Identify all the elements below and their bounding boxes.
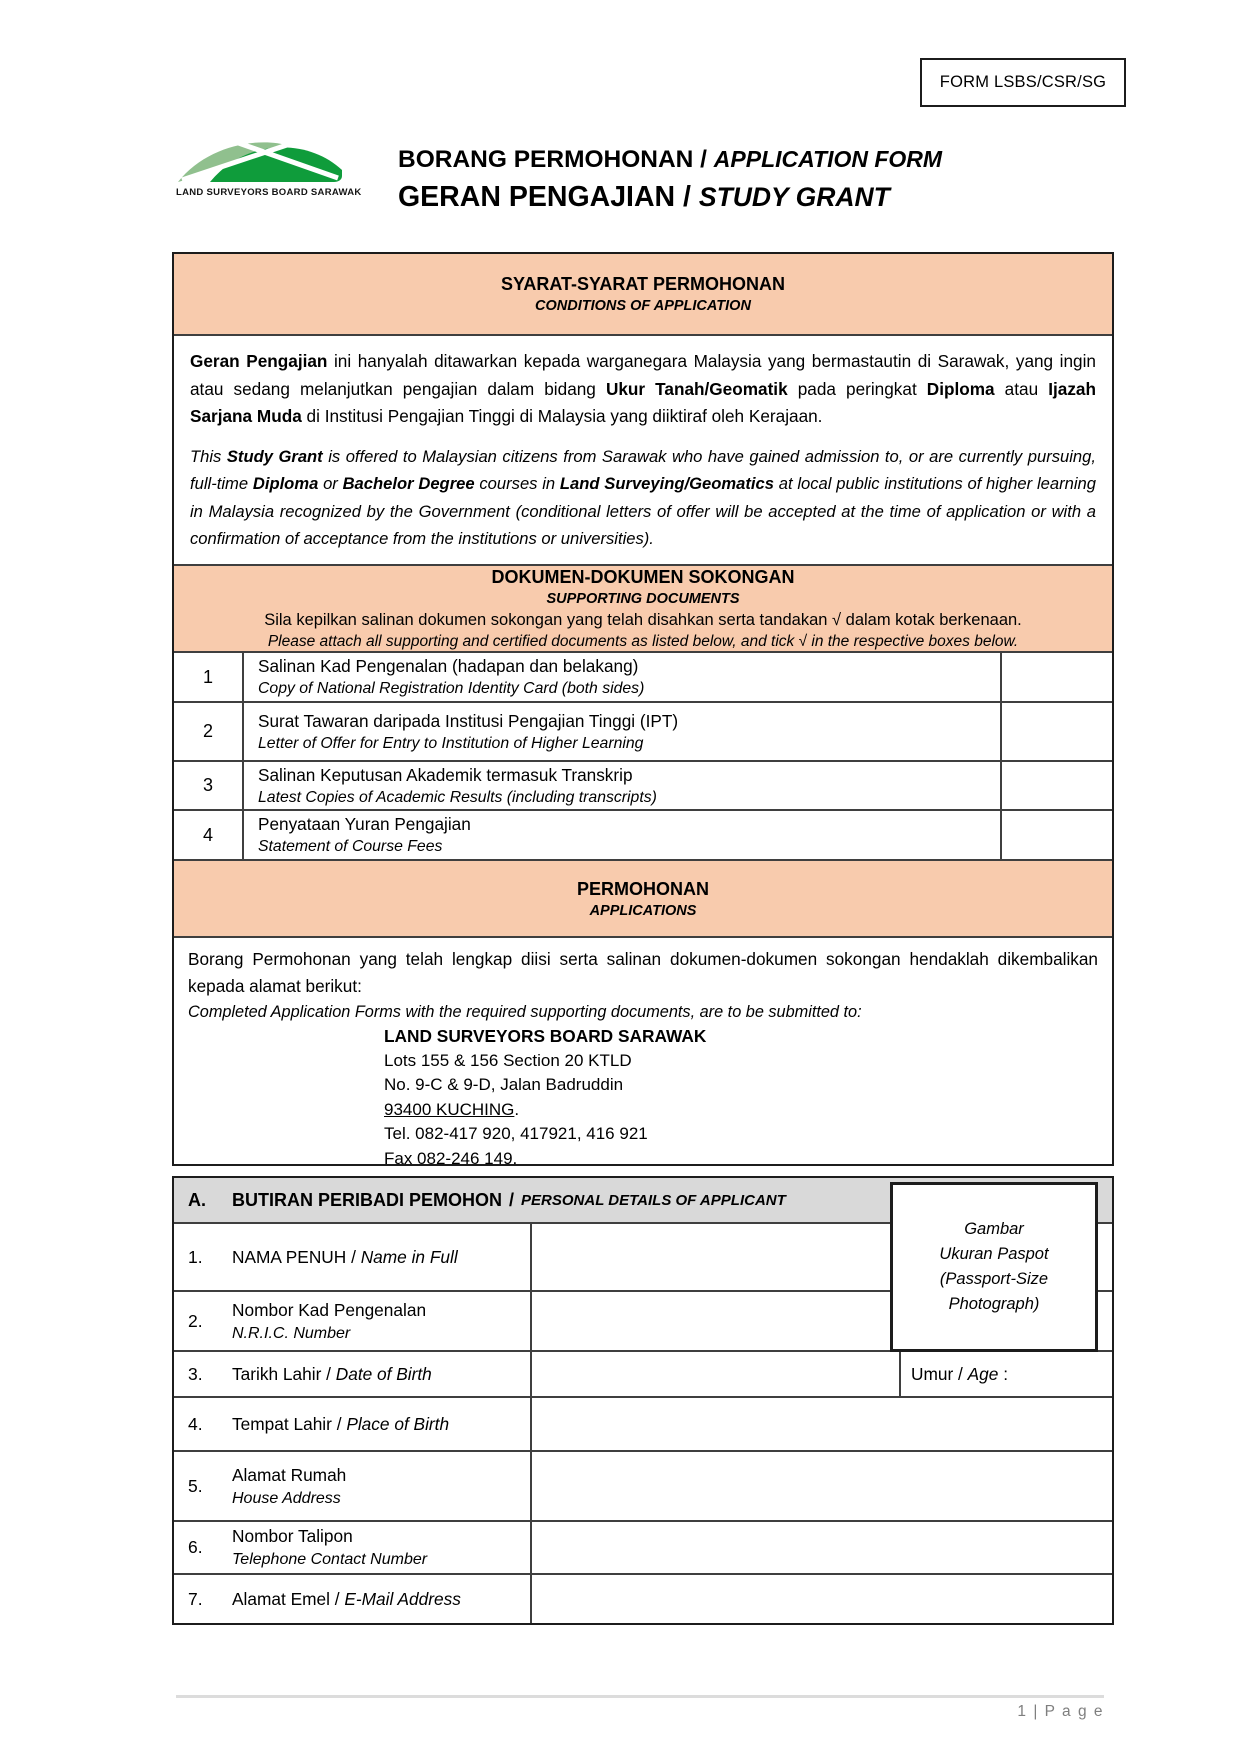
age-field[interactable]	[901, 1352, 1112, 1396]
field-value-cell[interactable]	[532, 1452, 1112, 1520]
section-a	[172, 1176, 1114, 1625]
field-label: 2. Nombor Kad Pengenalan N.R.I.C. Number	[174, 1292, 532, 1350]
title2-malay: GERAN PENGAJIAN	[398, 181, 676, 213]
applications-header-malay: PERMOHONAN	[576, 878, 709, 899]
document-description: Surat Tawaran daripada Institusi Pengajian Tinggi (IPT) Letter of Offer for Entry to Institution of Higher Learning	[258, 710, 679, 752]
applications-paragraph-english: Completed Application Forms with the required supporting documents, are to be submitted to:	[188, 1003, 862, 1021]
address-city: 93400 KUCHING.	[384, 1099, 520, 1119]
conditions-text	[174, 334, 1112, 564]
field-value-cell[interactable]	[532, 1292, 901, 1350]
field-label: 1. NAMA PENUH / Name in Full	[174, 1224, 532, 1290]
lsbs-logo-mark	[176, 136, 344, 184]
title1-english: APPLICATION FORM	[713, 146, 943, 172]
address-line: Lots 155 & 156 Section 20 KTLD	[384, 1050, 632, 1070]
title1-malay: BORANG PERMOHONAN	[398, 146, 694, 173]
applications-header-english: APPLICATIONS	[589, 902, 697, 919]
document-number: 1	[174, 653, 244, 701]
form-title-line1: BORANG PERMOHONAN / APPLICATION FORM	[398, 146, 943, 173]
conditions-paragraph-malay: Geran Pengajian ini hanyalah ditawarkan kepada warganegara Malaysia yang bermastautin di Sarawak, yang ingin atau sedang melanjutkan pengajian dalam bidang Ukur Tanah/Geomatik pada peringkat Diploma atau Ijazah Sarjana Muda di Institusi Pengajian Tinggi di Malaysia yang diiktiraf oleh Kerajaan.	[190, 351, 1096, 426]
tick-box[interactable]	[1000, 762, 1112, 809]
documents-note-malay: Sila kepilkan salinan dokumen sokongan yang telah disahkan serta tandakan √ dalam kotak berkenaan.	[264, 611, 1022, 629]
document-row	[174, 760, 1112, 809]
document-number: 4	[174, 811, 244, 859]
conditions-header	[174, 254, 1112, 334]
title2-english: STUDY GRANT	[698, 182, 890, 212]
documents-note-english: Please attach all supporting and certified documents as listed below, and tick √ in the respective boxes below.	[267, 633, 1019, 650]
document-row	[174, 701, 1112, 760]
field-label: 3. Tarikh Lahir / Date of Birth	[174, 1352, 532, 1396]
field-label: 5. Alamat Rumah House Address	[174, 1452, 532, 1520]
applications-paragraph-malay: Borang Permohonan yang telah lengkap diisi serta salinan dokumen-dokumen sokongan hendaklah dikembalikan kepada alamat berikut:	[188, 949, 1098, 996]
document-description: Penyataan Yuran Pengajian Statement of Course Fees	[258, 814, 471, 855]
field-row-email	[174, 1573, 1112, 1623]
address-line: No. 9-C & 9-D, Jalan Badruddin	[384, 1075, 624, 1094]
field-value-cell[interactable]	[532, 1224, 901, 1290]
form-code-label: FORM LSBS/CSR/SG	[939, 73, 1107, 91]
age-label: Umur / Age :	[911, 1363, 1009, 1384]
field-row-date-of-birth	[174, 1350, 1112, 1396]
info-table	[172, 252, 1114, 1166]
field-value-cell[interactable]	[532, 1522, 1112, 1573]
conditions-header-malay: SYARAT-SYARAT PERMOHONAN	[500, 274, 786, 294]
field-row-telephone	[174, 1520, 1112, 1573]
document-number: 2	[174, 703, 244, 760]
page-number: 1 | P a g e	[1017, 1703, 1104, 1720]
applications-header	[174, 859, 1112, 936]
board-address	[384, 1024, 1098, 1164]
field-label: 4. Tempat Lahir / Place of Birth	[174, 1398, 532, 1450]
conditions-paragraph-english: This Study Grant is offered to Malaysian citizens from Sarawak who have gained admission to, or are currently pursuing, full-time Diploma or Bachelor Degree courses in Land Surveying/Geomatics at local public institutions of higher learning in Malaysia recognized by the Government (conditional letters of offer will be accepted at the time of application or with a confirmation of acceptance from the institutions or universities).	[190, 446, 1096, 548]
field-value-cell[interactable]	[532, 1352, 901, 1396]
section-a-title-malay: BUTIRAN PERIBADI PEMOHON	[232, 1189, 503, 1210]
footer-divider	[176, 1695, 1104, 1698]
form-title-line2: GERAN PENGAJIAN / STUDY GRANT	[398, 181, 890, 213]
address-telephone: Tel. 082-417 920, 417921, 416 921	[384, 1124, 648, 1143]
section-a-title-english: PERSONAL DETAILS OF APPLICANT	[521, 1191, 786, 1209]
form-code-box	[920, 58, 1126, 107]
lsbs-logo	[176, 136, 362, 198]
section-a-header: A. BUTIRAN PERIBADI PEMOHON / PERSONAL DETAILS OF APPLICANT	[174, 1178, 1112, 1222]
address-name: LAND SURVEYORS BOARD SARAWAK	[384, 1026, 707, 1046]
tick-box[interactable]	[1000, 653, 1112, 701]
field-row-house-address	[174, 1450, 1112, 1520]
field-row-place-of-birth	[174, 1396, 1112, 1450]
logo-caption: LAND SURVEYORS BOARD SARAWAK	[176, 187, 362, 198]
address-fax: Fax 082-246 149.	[384, 1148, 518, 1164]
document-row	[174, 651, 1112, 701]
document-description: Salinan Keputusan Akademik termasuk Transkrip Latest Copies of Academic Results (including transcripts)	[258, 764, 657, 806]
photo-box: Gambar Ukuran Paspot (Passport-Size Photograph)	[890, 1182, 1098, 1352]
documents-header-malay: DOKUMEN-DOKUMEN SOKONGAN	[491, 567, 795, 587]
form-title	[398, 146, 942, 214]
tick-box[interactable]	[1000, 811, 1112, 859]
field-label: 6. Nombor Talipon Telephone Contact Number	[174, 1522, 532, 1573]
field-value-cell[interactable]	[532, 1575, 1112, 1623]
applications-text	[174, 936, 1112, 1164]
documents-header	[174, 564, 1112, 651]
document-description: Salinan Kad Pengenalan (hadapan dan belakang) Copy of National Registration Identity Card (both sides)	[258, 656, 645, 697]
conditions-header-english: CONDITIONS OF APPLICATION	[535, 298, 751, 314]
section-a-letter: A.	[188, 1189, 206, 1210]
documents-header-english: SUPPORTING DOCUMENTS	[546, 591, 740, 607]
tick-box[interactable]	[1000, 703, 1112, 760]
field-value-cell[interactable]	[532, 1398, 1112, 1450]
document-number: 3	[174, 762, 244, 809]
field-label: 7. Alamat Emel / E-Mail Address	[174, 1575, 532, 1623]
document-row	[174, 809, 1112, 859]
